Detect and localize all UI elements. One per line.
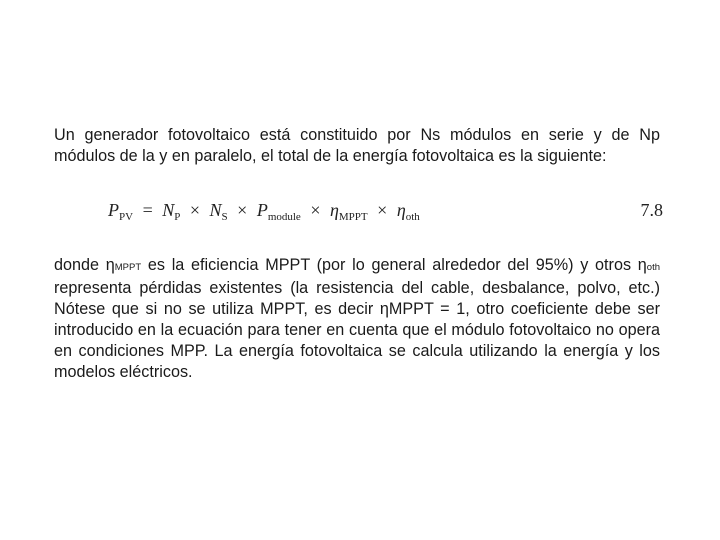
- eq-lhs: P: [108, 200, 119, 220]
- eq-np: N: [162, 200, 175, 220]
- eq-pmodule-sub: module: [267, 211, 301, 223]
- pv-power-equation: [108, 198, 663, 226]
- eq-times-4: ×: [377, 200, 388, 220]
- equation-number: 7.8: [640, 200, 663, 220]
- intro-paragraph: Un generador fotovoltaico está constituido por Ns módulos en serie y de Np módulos de la y en paralelo, el total de la energía fotovoltaica es la siguiente:: [54, 126, 660, 165]
- eq-times-3: ×: [310, 200, 321, 220]
- eq-eta-oth-sub: oth: [405, 211, 420, 223]
- eq-eta-mppt-sub: MPPT: [338, 211, 368, 223]
- eta-mppt-subscript: MPPT: [114, 262, 142, 273]
- equation-formula: [108, 200, 420, 223]
- explanation-part-1: donde η: [54, 256, 115, 274]
- explanation-paragraph: [54, 255, 660, 383]
- eq-lhs-sub: PV: [119, 211, 134, 223]
- eq-eta-oth: η: [396, 200, 406, 220]
- eq-times-2: ×: [237, 200, 248, 220]
- eq-ns: N: [209, 200, 222, 220]
- eq-times-1: ×: [189, 200, 201, 220]
- explanation-part-3: representa pérdidas existentes (la resistencia del cable, desbalance, polvo, etc.) Nótese que si no se utiliza MPPT, es decir ηMPPT = 1, otro coeficiente debe ser introducido en la ecuación para tener en cuenta que el módulo fotovoltaico no opera en condiciones MPP. La energía fotovoltaica se calcula utilizando la energía y los modelos eléctricos.: [54, 279, 660, 381]
- eta-oth-subscript: oth: [646, 262, 660, 273]
- eq-eta-mppt: η: [329, 200, 339, 220]
- eq-np-sub: P: [174, 211, 181, 223]
- explanation-part-2: es la eficiencia MPPT (por lo general alrededor del 95%) y otros η: [141, 256, 647, 274]
- eq-ns-sub: S: [221, 211, 228, 223]
- eq-equals: =: [142, 200, 153, 220]
- eq-pmodule: P: [256, 200, 268, 220]
